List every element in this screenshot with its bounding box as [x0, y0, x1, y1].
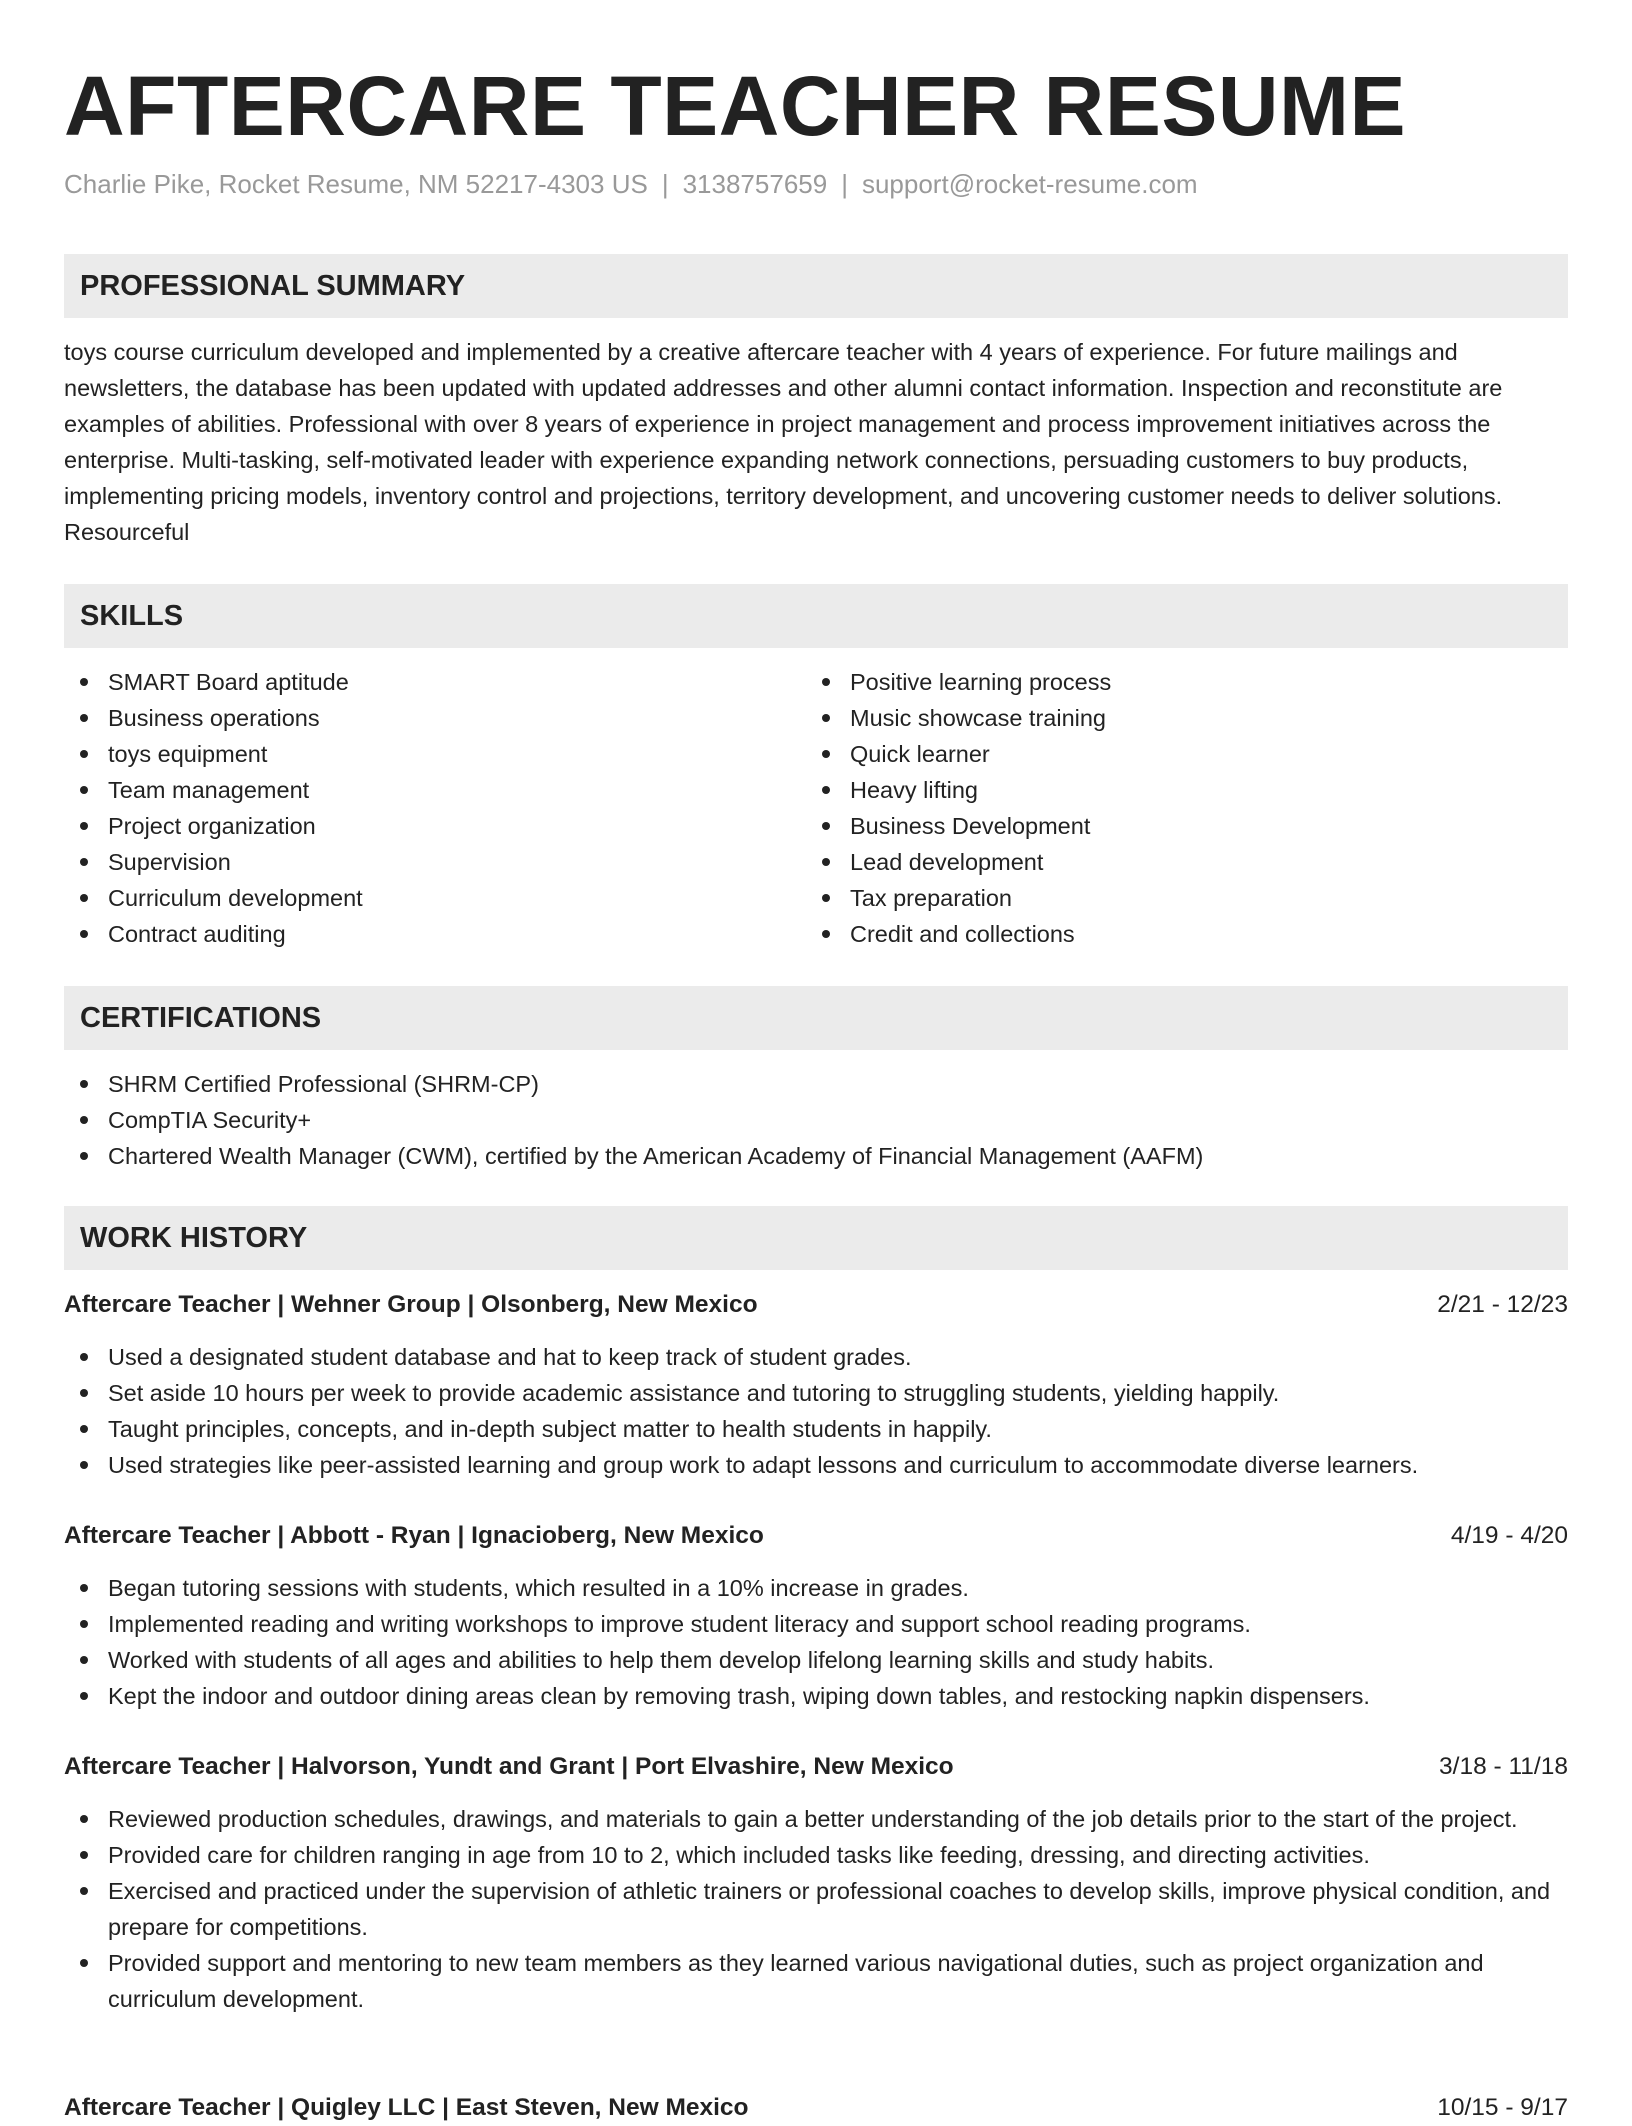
job-bullet: Exercised and practiced under the supervision of athletic trainers or professional coaches to develop skills, improve physical condition, and prepare for competitions. — [64, 1873, 1568, 1945]
job-title: Aftercare Teacher | Halvorson, Yundt and Grant | Port Elvashire, New Mexico — [64, 1753, 954, 1780]
job-bullet: Reviewed production schedules, drawings, and materials to gain a better understanding of the job details prior to the start of the project. — [64, 1801, 1568, 1837]
skill-item: Tax preparation — [806, 880, 1506, 916]
job-header — [64, 1287, 1568, 1323]
contact-email: support@rocket-resume.com — [861, 169, 1198, 199]
job-dates: 3/18 - 11/18 — [1439, 1753, 1568, 1780]
certifications-heading: CERTIFICATIONS — [80, 1002, 322, 1034]
job-bullet: Implemented reading and writing workshops to improve student literacy and support school reading programs. — [64, 1606, 1568, 1642]
contact-separator: | — [661, 169, 669, 199]
certification-item: Chartered Wealth Manager (CWM), certified by the American Academy of Financial Management (AAFM) — [64, 1138, 1568, 1174]
job-bullet-list — [64, 1801, 1568, 2017]
contact-phone: 3138757659 — [682, 169, 828, 199]
job-bullet: Provided care for children ranging in age from 10 to 2, which included tasks like feeding, dressing, and directing activities. — [64, 1837, 1568, 1873]
contact-address: Charlie Pike, Rocket Resume, NM 52217-4303 US — [64, 169, 648, 199]
skill-item: Credit and collections — [806, 916, 1506, 952]
skill-item: Lead development — [806, 844, 1506, 880]
skill-item: SMART Board aptitude — [64, 664, 764, 700]
job-title: Aftercare Teacher | Abbott - Ryan | Ignacioberg, New Mexico — [64, 1522, 764, 1549]
work-history-section-header — [64, 1206, 1568, 1270]
skills-section-header — [64, 584, 1568, 648]
job-bullet-list — [64, 1339, 1568, 1483]
skill-item: Business Development — [806, 808, 1506, 844]
job-bullet: Used strategies like peer-assisted learning and group work to adapt lessons and curriculum to accommodate diverse learners. — [64, 1447, 1568, 1483]
job-header — [64, 1518, 1568, 1554]
skill-item: Business operations — [64, 700, 764, 736]
job-bullet: Began tutoring sessions with students, which resulted in a 10% increase in grades. — [64, 1570, 1568, 1606]
job-title: Aftercare Teacher | Wehner Group | Olsonberg, New Mexico — [64, 1291, 758, 1318]
resume-title: AFTERCARE TEACHER RESUME — [64, 59, 1407, 153]
job-bullet: Used a designated student database and hat to keep track of student grades. — [64, 1339, 1568, 1375]
skill-item: Contract auditing — [64, 916, 764, 952]
certifications-list — [64, 1066, 1568, 1174]
skills-heading: SKILLS — [80, 600, 184, 632]
job-bullet: Worked with students of all ages and abilities to help them develop lifelong learning skills and study habits. — [64, 1642, 1568, 1678]
job-header — [64, 1749, 1568, 1785]
skills-list-left — [64, 664, 764, 952]
skill-item: Heavy lifting — [806, 772, 1506, 808]
skill-item: Music showcase training — [806, 700, 1506, 736]
summary-text: toys course curriculum developed and implemented by a creative aftercare teacher with 4 years of experience. For future mailings and newsletters, the database has been updated with updated addresses and other alumni contact information. Inspection and reconstitute are examples of abilities. Professional with over 8 years of experience in project management and process improvement initiatives across the enterprise. Multi-tasking, self-motivated leader with experience expanding network connections, persuading customers to buy products, implementing pricing models, inventory control and projections, territory development, and uncovering customer needs to deliver solutions. Resourceful — [64, 339, 1503, 545]
skill-item: Curriculum development — [64, 880, 764, 916]
skill-item: Positive learning process — [806, 664, 1506, 700]
job-header — [64, 2090, 1568, 2126]
job-bullet: Kept the indoor and outdoor dining areas clean by removing trash, wiping down tables, and restocking napkin dispensers. — [64, 1678, 1568, 1714]
summary-heading: PROFESSIONAL SUMMARY — [80, 270, 466, 302]
job-dates: 10/15 - 9/17 — [1437, 2094, 1568, 2121]
job-dates: 4/19 - 4/20 — [1450, 1522, 1568, 1549]
job-bullet: Set aside 10 hours per week to provide academic assistance and tutoring to struggling students, yielding happily. — [64, 1375, 1568, 1411]
work-history-heading: WORK HISTORY — [80, 1222, 308, 1254]
skills-list-right — [806, 664, 1506, 952]
job-bullet-list — [64, 1570, 1568, 1714]
job-bullet: Taught principles, concepts, and in-depth subject matter to health students in happily. — [64, 1411, 1568, 1447]
certification-item: CompTIA Security+ — [64, 1102, 1568, 1138]
skill-item: Quick learner — [806, 736, 1506, 772]
job-title: Aftercare Teacher | Quigley LLC | East Steven, New Mexico — [64, 2094, 749, 2121]
contact-separator: | — [841, 169, 848, 199]
skill-item: Team management — [64, 772, 764, 808]
skill-item: Supervision — [64, 844, 764, 880]
job-bullet: Provided support and mentoring to new team members as they learned various navigational duties, such as project organization and curriculum development. — [64, 1945, 1568, 2017]
skill-item: toys equipment — [64, 736, 764, 772]
certifications-section-header — [64, 986, 1568, 1050]
skill-item: Project organization — [64, 808, 764, 844]
certification-item: SHRM Certified Professional (SHRM-CP) — [64, 1066, 1568, 1102]
contact-line — [64, 166, 1198, 202]
summary-section-header — [64, 254, 1568, 318]
job-dates: 2/21 - 12/23 — [1437, 1291, 1568, 1318]
